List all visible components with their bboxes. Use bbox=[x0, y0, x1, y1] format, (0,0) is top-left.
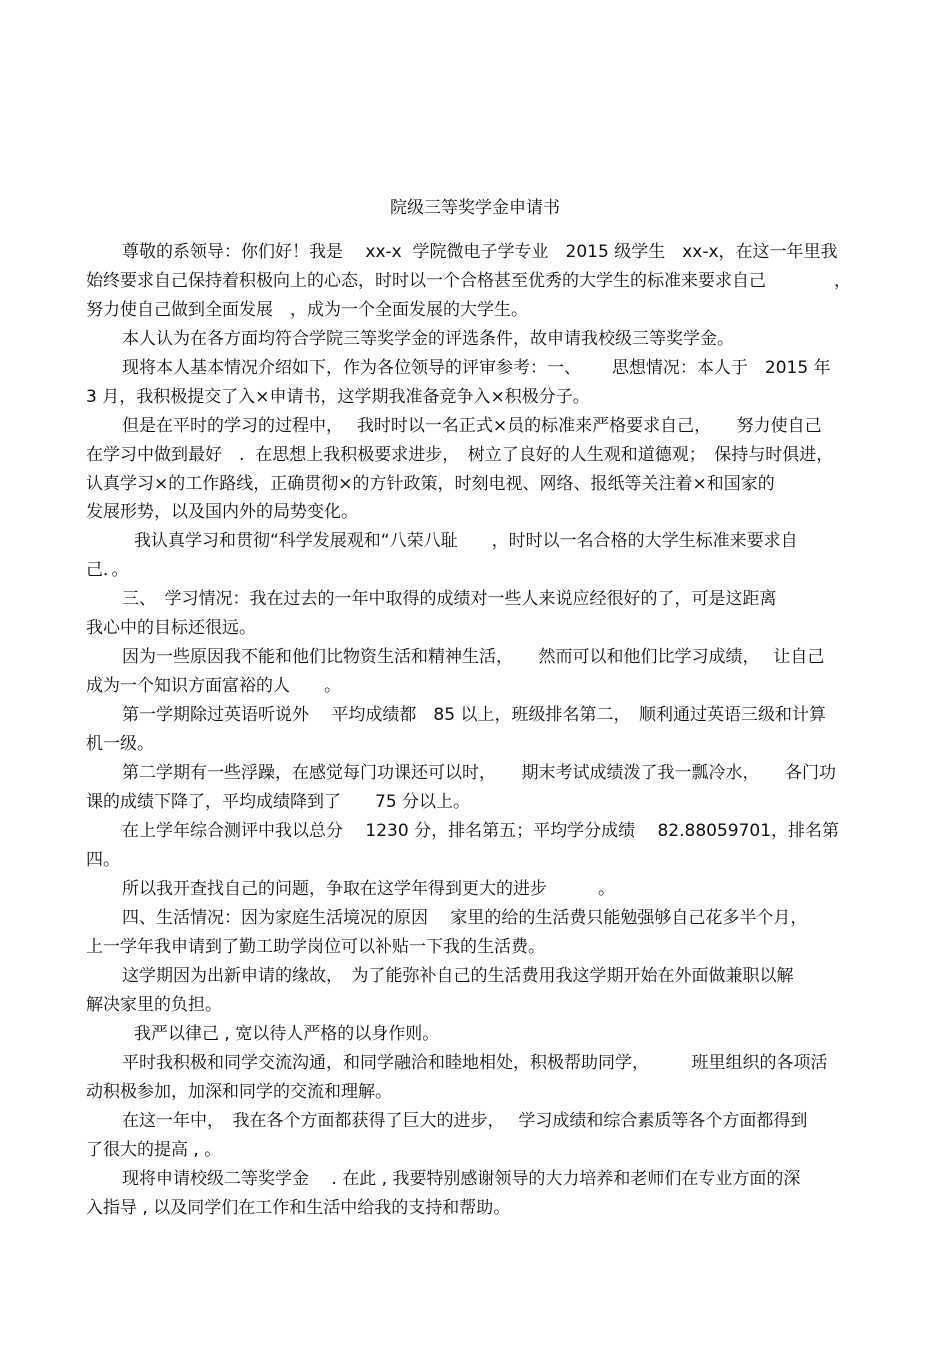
document-line: 机一级。 bbox=[86, 734, 154, 754]
document-line: 入指导 , 以及同学们在工作和生活中给我的支持和帮助。 bbox=[86, 1198, 511, 1218]
document-line: 我心中的目标还很远。 bbox=[86, 618, 256, 638]
document-line: 这学期因为出新申请的缘故， 为了能弥补自己的生活费用我这学期开始在外面做兼职以解 bbox=[122, 966, 794, 986]
document-line: 我严以律己 , 宽以待人严格的以身作则。 bbox=[134, 1024, 440, 1044]
document-line: 课的成绩下降了，平均成绩降到了 75 分以上。 bbox=[86, 792, 471, 812]
document-line: 3 月，我积极提交了入×申请书，这学期我准备竞争入×积极分子。 bbox=[86, 387, 590, 407]
document-line: 现将本人基本情况介绍如下，作为各位领导的评审参考：一、 思想情况：本人于 2015 年 bbox=[122, 358, 831, 378]
document-line: 第二学期有一些浮躁，在感觉每门功课还可以时， 期末考试成绩泼了我一瓢冷水， 各门功 bbox=[122, 763, 836, 783]
document-title: 院级三等奖学金申请书 bbox=[390, 198, 560, 218]
document-line: 所以我开查找自己的问题，争取在这学年得到更大的进步 。 bbox=[122, 879, 615, 899]
document-line: 成为一个知识方面富裕的人 。 bbox=[86, 676, 341, 696]
document-line: 了很大的提高 , 。 bbox=[86, 1140, 222, 1160]
document-line: 上一学年我申请到了勤工助学岗位可以补贴一下我的生活费。 bbox=[86, 937, 545, 957]
document-line: 但是在平时的学习的过程中， 我时时以一名正式×员的标准来严格要求自己， 努力使自己 bbox=[122, 416, 822, 436]
document-line: 尊敬的系领导：你们好！我是 xx-x 学院微电子学专业 2015 级学生 xx-x，在这一年里我 bbox=[122, 242, 838, 262]
document-line: 己．。 bbox=[86, 560, 129, 580]
document-line: 现将申请校级二等奖学金 . 在此 , 我要特别感谢领导的大力培养和老师们在专业方面的深 bbox=[122, 1169, 801, 1189]
document-line: 发展形势，以及国内外的局势变化。 bbox=[86, 502, 358, 522]
document-line: 解决家里的负担。 bbox=[86, 995, 222, 1015]
document-line: 在这一年中， 我在各个方面都获得了巨大的进步， 学习成绩和综合素质等各个方面都得到 bbox=[122, 1111, 808, 1131]
document-line: 在上学年综合测评中我以总分 1230 分，排名第五；平均学分成绩 82.88059701，排名第 bbox=[122, 821, 840, 841]
document-line: 三、 学习情况：我在过去的一年中取得的成绩对一些人来说应经很好的了，可是这距离 bbox=[122, 589, 777, 609]
document-line: 动积极参加，加深和同学的交流和理解。 bbox=[86, 1082, 392, 1102]
document-line: 在学习中做到最好 . 在思想上我积极要求进步， 树立了良好的人生观和道德观； 保持与时俱进， bbox=[86, 445, 834, 465]
document-line: 我认真学习和贯彻“科学发展观和“八荣八耻 ，时时以一名合格的大学生标准来要求自 bbox=[134, 531, 798, 551]
document-line: 努力使自己做到全面发展 ，成为一个全面发展的大学生。 bbox=[86, 300, 528, 320]
document-line: 始终要求自己保持着积极向上的心态，时时以一个合格甚至优秀的大学生的标准来要求自己 ， bbox=[86, 271, 851, 291]
document-line: 本人认为在各方面均符合学院三等奖学金的评选条件，故申请我校级三等奖学金。 bbox=[122, 329, 734, 349]
document-line: 平时我积极和同学交流沟通，和同学融洽和睦地相处，积极帮助同学， 班里组织的各项活 bbox=[122, 1053, 828, 1073]
document-line: 四。 bbox=[86, 850, 120, 870]
document-line: 第一学期除过英语听说外 平均成绩都 85 以上，班级排名第二， 顺利通过英语三级和计算 bbox=[122, 705, 826, 725]
document-line: 四、生活情况：因为家庭生活境况的原因 家里的给的生活费只能勉强够自己花多半个月， bbox=[122, 908, 808, 928]
document-line: 因为一些原因我不能和他们比物资生活和精神生活， 然而可以和他们比学习成绩， 让自己 bbox=[122, 647, 825, 667]
document-line: 认真学习×的工作路线，正确贯彻×的方针政策，时刻电视、网络、报纸等关注着×和国家的 bbox=[86, 474, 775, 494]
